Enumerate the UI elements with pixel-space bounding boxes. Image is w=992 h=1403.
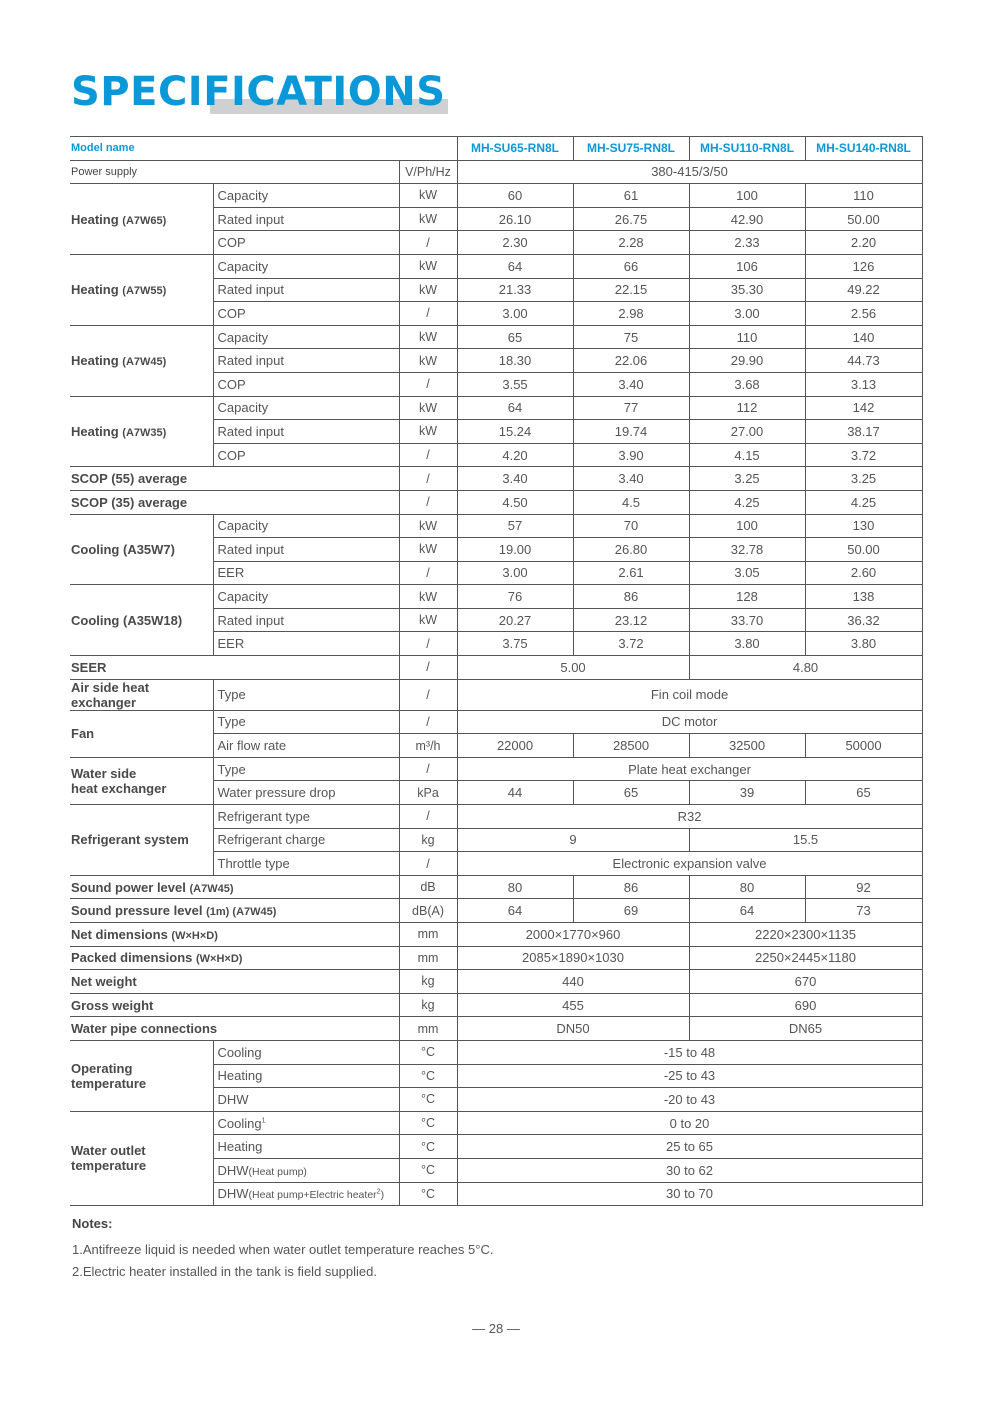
value-cell: 15.5 — [689, 828, 922, 852]
unit-cell: dB(A) — [399, 899, 457, 923]
sub-label: Rated input — [213, 349, 399, 373]
value-cell: 50.00 — [805, 207, 922, 231]
footnote-marker: 1 — [261, 1117, 266, 1125]
value-cell: 66 — [573, 254, 689, 278]
row-condition: (W×H×D) — [171, 929, 218, 942]
sub-label: COP — [213, 372, 399, 396]
value-cell: 380-415/3/50 — [457, 160, 922, 184]
unit-cell: dB — [399, 875, 457, 899]
unit-cell: kW — [399, 325, 457, 349]
value-cell: 130 — [805, 514, 922, 538]
row-label: Water pipe connections — [70, 1017, 399, 1041]
group-condition: (A7W55) — [122, 285, 167, 298]
value-cell: DN50 — [457, 1017, 689, 1041]
table-row — [70, 490, 922, 514]
unit-cell: / — [399, 467, 457, 491]
value-cell: 60 — [457, 184, 573, 208]
row-label: Power supply — [70, 160, 399, 184]
group-label — [70, 1040, 213, 1111]
value-cell: 36.32 — [805, 608, 922, 632]
value-cell: 73 — [805, 899, 922, 923]
value-cell: 26.80 — [573, 538, 689, 562]
sub-label — [213, 1158, 399, 1182]
sub-label: Rated input — [213, 608, 399, 632]
value-cell: 110 — [689, 325, 805, 349]
value-cell: 77 — [573, 396, 689, 420]
value-cell: 86 — [573, 585, 689, 609]
row-label: Gross weight — [70, 993, 399, 1017]
unit-cell: / — [399, 656, 457, 680]
unit-cell: °C — [399, 1111, 457, 1135]
table-row — [70, 805, 922, 829]
value-cell: 2000×1770×960 — [457, 923, 689, 947]
unit-cell: / — [399, 490, 457, 514]
group-label-line: heat exchanger — [71, 780, 167, 796]
group-label — [70, 254, 213, 325]
row-condition: (W×H×D) — [196, 953, 243, 966]
value-cell: 3.80 — [689, 632, 805, 656]
group-label-text: Heating — [71, 211, 119, 227]
value-cell: 0 to 20 — [457, 1111, 922, 1135]
value-cell: 64 — [457, 254, 573, 278]
value-cell: 64 — [457, 899, 573, 923]
value-cell: 44.73 — [805, 349, 922, 373]
value-cell: 64 — [457, 396, 573, 420]
value-cell: 50.00 — [805, 538, 922, 562]
unit-cell: kW — [399, 514, 457, 538]
value-cell: 23.12 — [573, 608, 689, 632]
sub-label: Cooling — [213, 1040, 399, 1064]
sub-label: Capacity — [213, 325, 399, 349]
value-cell: 5.00 — [457, 656, 689, 680]
table-row — [70, 875, 922, 899]
table-row — [70, 993, 922, 1017]
sub-label: Rated input — [213, 278, 399, 302]
sub-label-text: DHW — [217, 1186, 249, 1202]
value-cell: 3.72 — [573, 632, 689, 656]
value-cell: 4.50 — [457, 490, 573, 514]
specifications-table — [70, 136, 923, 1206]
model-name-header: MH-SU75-RN8L — [573, 137, 689, 161]
value-cell: 2250×2445×1180 — [689, 946, 922, 970]
sub-label: Refrigerant type — [213, 805, 399, 829]
value-cell: 142 — [805, 396, 922, 420]
value-cell: 2085×1890×1030 — [457, 946, 689, 970]
value-cell: 3.25 — [805, 467, 922, 491]
value-cell: 3.05 — [689, 561, 805, 585]
value-cell: 3.80 — [805, 632, 922, 656]
unit-cell: / — [399, 679, 457, 710]
table-row — [70, 325, 922, 349]
value-cell: 138 — [805, 585, 922, 609]
value-cell: 2.30 — [457, 231, 573, 255]
value-cell: 2.61 — [573, 561, 689, 585]
header-row — [70, 137, 922, 161]
value-cell: 128 — [689, 585, 805, 609]
value-cell: 126 — [805, 254, 922, 278]
unit-cell: °C — [399, 1182, 457, 1206]
row-label: SEER — [70, 656, 399, 680]
value-cell: 22000 — [457, 734, 573, 758]
value-cell: 29.90 — [689, 349, 805, 373]
group-label-line: temperature — [71, 1075, 147, 1091]
value-cell: 670 — [689, 970, 922, 994]
value-cell: 3.40 — [457, 467, 573, 491]
value-cell: 2.20 — [805, 231, 922, 255]
unit-cell: / — [399, 852, 457, 876]
row-label-text: Packed dimensions — [71, 950, 193, 966]
unit-cell: kW — [399, 420, 457, 444]
group-label: Cooling (A35W18) — [70, 585, 213, 656]
sub-label: Capacity — [213, 514, 399, 538]
value-cell: 100 — [689, 184, 805, 208]
value-cell: 42.90 — [689, 207, 805, 231]
sub-label: Rated input — [213, 207, 399, 231]
value-cell: 64 — [689, 899, 805, 923]
row-label: SCOP (55) average — [70, 467, 399, 491]
unit-cell: kPa — [399, 781, 457, 805]
table-row — [70, 184, 922, 208]
sub-label — [213, 1111, 399, 1135]
sub-label: EER — [213, 561, 399, 585]
value-cell: 30 to 62 — [457, 1158, 922, 1182]
sub-label: Rated input — [213, 420, 399, 444]
sub-label: Water pressure drop — [213, 781, 399, 805]
unit-cell: kg — [399, 970, 457, 994]
value-cell: 38.17 — [805, 420, 922, 444]
value-cell: 32.78 — [689, 538, 805, 562]
unit-cell: °C — [399, 1135, 457, 1159]
page-number: — 28 — — [472, 1321, 520, 1336]
footnote-marker: 2 — [376, 1188, 381, 1196]
unit-cell: kW — [399, 278, 457, 302]
sub-label — [213, 1135, 399, 1159]
sub-label-text: Heating — [217, 1139, 263, 1155]
sub-label — [213, 1182, 399, 1206]
unit-cell: mm — [399, 923, 457, 947]
table-row — [70, 1040, 922, 1064]
group-label: Refrigerant system — [70, 805, 213, 876]
unit-cell: kW — [399, 207, 457, 231]
value-cell: 26.75 — [573, 207, 689, 231]
value-cell: 4.25 — [689, 490, 805, 514]
value-cell: 3.68 — [689, 372, 805, 396]
sub-label: Type — [213, 757, 399, 781]
value-cell: 4.5 — [573, 490, 689, 514]
unit-cell: kg — [399, 993, 457, 1017]
unit-cell: / — [399, 302, 457, 326]
page-title: SPECIFICATIONS — [71, 69, 446, 115]
row-label: SCOP (35) average — [70, 490, 399, 514]
model-name-header: MH-SU65-RN8L — [457, 137, 573, 161]
sub-label: COP — [213, 443, 399, 467]
group-label-text: Heating — [71, 423, 119, 439]
value-cell: 3.25 — [689, 467, 805, 491]
page-title-block — [71, 68, 446, 116]
value-cell: 2.60 — [805, 561, 922, 585]
row-label: Net weight — [70, 970, 399, 994]
value-cell: 4.15 — [689, 443, 805, 467]
value-cell: 440 — [457, 970, 689, 994]
unit-cell: / — [399, 805, 457, 829]
value-cell: Fin coil mode — [457, 679, 922, 710]
model-name-header: MH-SU110-RN8L — [689, 137, 805, 161]
group-condition: (A7W65) — [122, 214, 167, 227]
row-condition: (A7W45) — [189, 882, 234, 895]
unit-cell: kW — [399, 349, 457, 373]
table-row — [70, 1017, 922, 1041]
table-row — [70, 160, 922, 184]
table-row — [70, 656, 922, 680]
row-condition: (1m) (A7W45) — [206, 906, 277, 919]
table-row — [70, 899, 922, 923]
value-cell: 2.28 — [573, 231, 689, 255]
row-label — [70, 923, 399, 947]
row-label-text: Sound pressure level — [71, 903, 203, 919]
value-cell: 4.80 — [689, 656, 922, 680]
unit-cell: kW — [399, 254, 457, 278]
value-cell: 39 — [689, 781, 805, 805]
value-cell: 2.33 — [689, 231, 805, 255]
value-cell: 9 — [457, 828, 689, 852]
value-cell: 455 — [457, 993, 689, 1017]
value-cell: 80 — [457, 875, 573, 899]
value-cell: 15.24 — [457, 420, 573, 444]
value-cell: 61 — [573, 184, 689, 208]
value-cell: 35.30 — [689, 278, 805, 302]
value-cell: 30 to 70 — [457, 1182, 922, 1206]
value-cell: R32 — [457, 805, 922, 829]
value-cell: 3.00 — [689, 302, 805, 326]
value-cell: 3.72 — [805, 443, 922, 467]
table-row — [70, 970, 922, 994]
value-cell: 50000 — [805, 734, 922, 758]
sub-label-detail: (Heat pump+Electric heater — [248, 1189, 377, 1202]
value-cell: -15 to 48 — [457, 1040, 922, 1064]
sub-label: Refrigerant charge — [213, 828, 399, 852]
value-cell: 21.33 — [457, 278, 573, 302]
unit-cell: °C — [399, 1064, 457, 1088]
sub-label-detail-end: ) — [380, 1189, 385, 1202]
value-cell: 3.13 — [805, 372, 922, 396]
value-cell: 3.40 — [573, 372, 689, 396]
table-row — [70, 679, 922, 710]
value-cell: 65 — [573, 781, 689, 805]
value-cell: 19.00 — [457, 538, 573, 562]
unit-cell: °C — [399, 1158, 457, 1182]
table-row — [70, 946, 922, 970]
unit-cell: kW — [399, 608, 457, 632]
sub-label: COP — [213, 302, 399, 326]
value-cell: 25 to 65 — [457, 1135, 922, 1159]
table-row — [70, 467, 922, 491]
unit-cell: V/Ph/Hz — [399, 160, 457, 184]
value-cell: 140 — [805, 325, 922, 349]
table-row — [70, 923, 922, 947]
value-cell: 44 — [457, 781, 573, 805]
value-cell: 33.70 — [689, 608, 805, 632]
unit-cell: °C — [399, 1040, 457, 1064]
value-cell: DC motor — [457, 710, 922, 734]
sub-label: EER — [213, 632, 399, 656]
sub-label: DHW — [213, 1088, 399, 1112]
model-name-label: Model name — [70, 137, 457, 161]
unit-cell: kW — [399, 538, 457, 562]
group-label — [70, 757, 213, 804]
value-cell: 22.06 — [573, 349, 689, 373]
sub-label: Capacity — [213, 184, 399, 208]
group-label: Cooling (A35W7) — [70, 514, 213, 585]
value-cell: Electronic expansion valve — [457, 852, 922, 876]
value-cell: 112 — [689, 396, 805, 420]
value-cell: 3.75 — [457, 632, 573, 656]
value-cell: 2.98 — [573, 302, 689, 326]
value-cell: 106 — [689, 254, 805, 278]
value-cell: 100 — [689, 514, 805, 538]
value-cell: 49.22 — [805, 278, 922, 302]
row-label-text: Net dimensions — [71, 926, 168, 942]
group-label-line: Operating — [71, 1060, 133, 1076]
value-cell: 32500 — [689, 734, 805, 758]
value-cell: 57 — [457, 514, 573, 538]
table-row — [70, 757, 922, 781]
unit-cell: mm — [399, 1017, 457, 1041]
value-cell: 65 — [805, 781, 922, 805]
notes-title: Notes: — [72, 1216, 113, 1231]
unit-cell: / — [399, 632, 457, 656]
unit-cell: kW — [399, 585, 457, 609]
table-row — [70, 585, 922, 609]
sub-label: Type — [213, 679, 399, 710]
group-label: Fan — [70, 710, 213, 757]
unit-cell: / — [399, 757, 457, 781]
group-condition: (A7W45) — [122, 356, 167, 369]
table-row — [70, 1111, 922, 1135]
sub-label: Capacity — [213, 396, 399, 420]
group-label-text: Heating — [71, 353, 119, 369]
value-cell: -20 to 43 — [457, 1088, 922, 1112]
value-cell: 4.20 — [457, 443, 573, 467]
group-label — [70, 184, 213, 255]
sub-label: Rated input — [213, 538, 399, 562]
value-cell: 69 — [573, 899, 689, 923]
row-label — [70, 946, 399, 970]
sub-label-text: DHW — [217, 1162, 249, 1178]
value-cell: 22.15 — [573, 278, 689, 302]
group-condition: (A7W35) — [122, 426, 167, 439]
value-cell: 20.27 — [457, 608, 573, 632]
value-cell: 86 — [573, 875, 689, 899]
unit-cell: mm — [399, 946, 457, 970]
value-cell: 70 — [573, 514, 689, 538]
group-label-text: Heating — [71, 282, 119, 298]
model-name-header: MH-SU140-RN8L — [805, 137, 922, 161]
value-cell: 18.30 — [457, 349, 573, 373]
group-label-line: Water side — [71, 765, 137, 781]
sub-label: Capacity — [213, 254, 399, 278]
group-label — [70, 1111, 213, 1205]
value-cell: 3.55 — [457, 372, 573, 396]
value-cell: -25 to 43 — [457, 1064, 922, 1088]
value-cell: 110 — [805, 184, 922, 208]
value-cell: 2220×2300×1135 — [689, 923, 922, 947]
row-label-text: Sound power level — [71, 879, 186, 895]
group-label — [70, 396, 213, 467]
table-row — [70, 254, 922, 278]
group-label-line: Water outlet — [71, 1143, 146, 1159]
sub-label-text: Cooling — [217, 1115, 262, 1131]
value-cell: 4.25 — [805, 490, 922, 514]
group-label — [70, 325, 213, 396]
row-label — [70, 875, 399, 899]
note-item: 1.Antifreeze liquid is needed when water outlet temperature reaches 5°C. — [72, 1242, 494, 1257]
sub-label: Capacity — [213, 585, 399, 609]
row-label — [70, 899, 399, 923]
value-cell: 27.00 — [689, 420, 805, 444]
sub-label: Heating — [213, 1064, 399, 1088]
sub-label: Type — [213, 710, 399, 734]
value-cell: 26.10 — [457, 207, 573, 231]
value-cell: 80 — [689, 875, 805, 899]
value-cell: 3.00 — [457, 561, 573, 585]
unit-cell: / — [399, 231, 457, 255]
sub-label: COP — [213, 231, 399, 255]
unit-cell: kW — [399, 396, 457, 420]
value-cell: 76 — [457, 585, 573, 609]
value-cell: 3.90 — [573, 443, 689, 467]
unit-cell: °C — [399, 1088, 457, 1112]
value-cell: Plate heat exchanger — [457, 757, 922, 781]
sub-label: Throttle type — [213, 852, 399, 876]
unit-cell: / — [399, 443, 457, 467]
value-cell: 690 — [689, 993, 922, 1017]
value-cell: 28500 — [573, 734, 689, 758]
unit-cell: / — [399, 710, 457, 734]
unit-cell: kg — [399, 828, 457, 852]
table-row — [70, 514, 922, 538]
group-label: Air side heat exchanger — [70, 679, 213, 710]
value-cell: 19.74 — [573, 420, 689, 444]
value-cell: 65 — [457, 325, 573, 349]
unit-cell: / — [399, 372, 457, 396]
value-cell: 2.56 — [805, 302, 922, 326]
group-label-line: temperature — [71, 1158, 147, 1174]
sub-label-detail: (Heat pump) — [248, 1165, 307, 1178]
unit-cell: m³/h — [399, 734, 457, 758]
value-cell: 3.40 — [573, 467, 689, 491]
table-row — [70, 396, 922, 420]
value-cell: 75 — [573, 325, 689, 349]
note-item: 2.Electric heater installed in the tank is field supplied. — [72, 1264, 377, 1279]
value-cell: 3.00 — [457, 302, 573, 326]
value-cell: DN65 — [689, 1017, 922, 1041]
unit-cell: kW — [399, 184, 457, 208]
sub-label: Air flow rate — [213, 734, 399, 758]
notes-section — [72, 1216, 493, 1283]
value-cell: 92 — [805, 875, 922, 899]
table-row — [70, 710, 922, 734]
unit-cell: / — [399, 561, 457, 585]
